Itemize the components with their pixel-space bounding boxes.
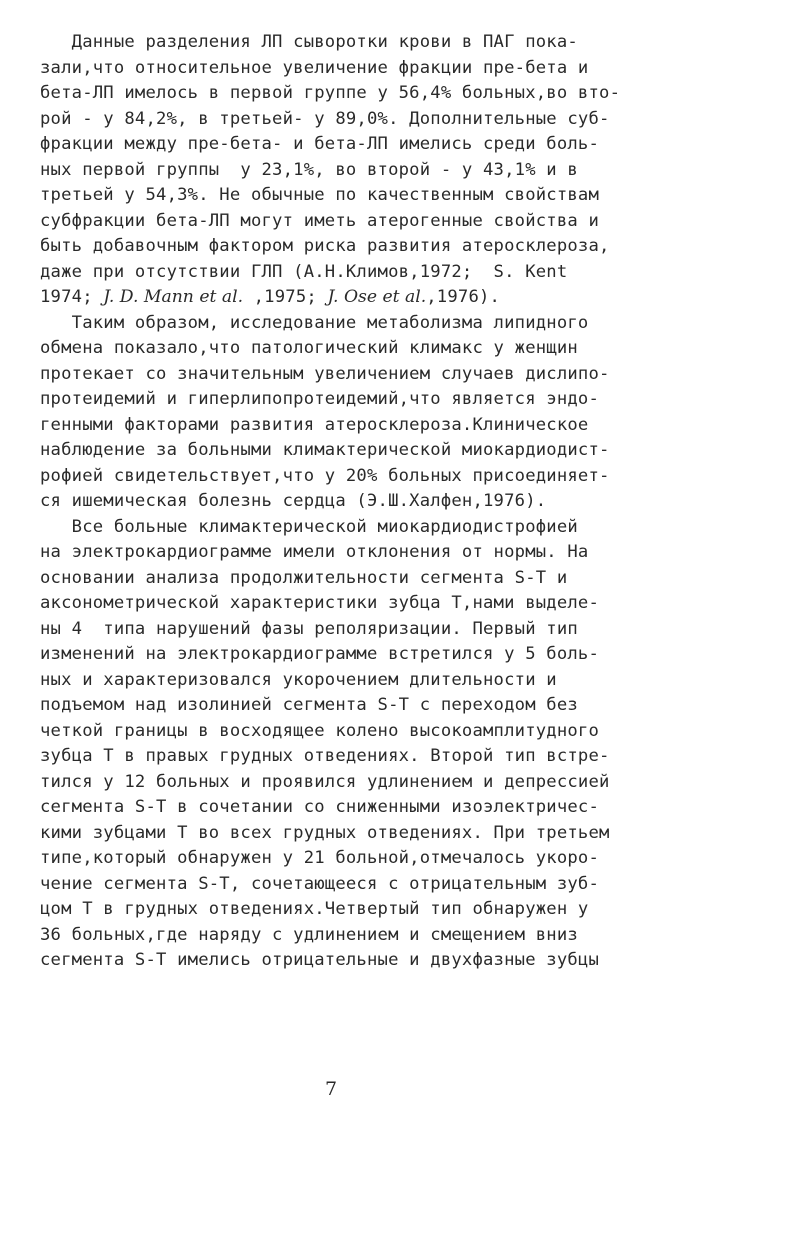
- text-line: подъемом над изолинией сегмента S-T с переходом без: [40, 695, 578, 715]
- text-line: Данные разделения ЛП сыворотки крови в ПАГ пока-: [40, 32, 578, 52]
- text-line: типе,который обнаружен у 21 больной,отмечалось укоро-: [40, 848, 600, 868]
- text-line: рой - у 84,2%, в третьей- у 89,0%. Дополнительные суб-: [40, 108, 610, 129]
- text-line: изменений на электрокардиограмме встретился у 5 боль-: [40, 644, 600, 664]
- text-line: ных первой группы у 23,1%, во второй - у 43,1% и в: [40, 159, 578, 180]
- text-line: рофией свидетельствует,что у 20% больных присоединяет-: [40, 465, 610, 486]
- text-line: наблюдение за больными климактерической миокардиодист-: [40, 440, 610, 460]
- text-line: чение сегмента S-T, сочетающееся с отрицательным зуб-: [40, 873, 600, 894]
- text-line: ны 4 типа нарушений фазы реполяризации. Первый тип: [40, 618, 578, 639]
- text-line: ных и характеризовался укорочением длительности и: [40, 669, 557, 690]
- text-line: основании анализа продолжительности сегмента S-T и: [40, 567, 568, 588]
- text-line: Все больные климактерической миокардиодистрофией: [40, 516, 578, 537]
- text-line: тился у 12 больных и проявился удлинением и депрессией: [40, 771, 610, 792]
- text-line: генными факторами развития атеросклероза.Клиническое: [40, 414, 589, 435]
- text-line: зубца Т в правых грудных отведениях. Второй тип встре-: [40, 746, 610, 766]
- text-line: на электрокардиограмме имели отклонения от нормы. На: [40, 542, 589, 562]
- text-line: бета-ЛП имелось в первой группе у 56,4% больных,во вто-: [40, 83, 621, 103]
- text-line: быть добавочным фактором риска развития атеросклероза,: [40, 236, 610, 256]
- text-line: сегмента S-T имелись отрицательные и двухфазные зубцы: [40, 950, 600, 970]
- citation-text: ,1976).: [426, 287, 501, 307]
- handwritten-citation: J. D. Mann et al.: [103, 287, 244, 307]
- text-line: Таким образом, исследование метаболизма липидного: [40, 312, 589, 333]
- citation-text: 1974;: [40, 287, 104, 307]
- text-line: обмена показало,что патологический климакс у женщин: [40, 338, 578, 358]
- citation-line: [40, 285, 760, 311]
- text-line: зали,что относительное увеличение фракции пре-бета и: [40, 57, 589, 78]
- page-number: 7: [324, 1078, 338, 1100]
- text-line: 36 больных,где наряду с удлинением и смещением вниз: [40, 924, 578, 945]
- text-line: протеидемий и гиперлипопротеидемий,что является эндо-: [40, 389, 600, 409]
- text-line: ся ишемическая болезнь сердца (Э.Ш.Халфен,1976).: [40, 491, 547, 511]
- text-line: кими зубцами Т во всех грудных отведениях. При третьем: [40, 822, 610, 843]
- text-line: сегмента S-T в сочетании со сниженными изоэлектричес-: [40, 797, 600, 817]
- text-line: аксонометрической характеристики зубца Т,нами выделе-: [40, 593, 600, 613]
- citation-text: ,1975;: [243, 287, 328, 307]
- text-line: протекает со значительным увеличением случаев дислипо-: [40, 363, 610, 384]
- handwritten-citation: J. Ose et al.: [327, 287, 427, 307]
- text-line: четкой границы в восходящее колено высокоамплитудного: [40, 720, 600, 741]
- text-line: даже при отсутствии ГЛП (А.Н.Климов,1972; S. Kent: [40, 261, 568, 282]
- body-text: [40, 30, 760, 974]
- text-line: фракции между пре-бета- и бета-ЛП имелись среди боль-: [40, 134, 600, 154]
- text-line: субфракции бета-ЛП могут иметь атерогенные свойства и: [40, 210, 600, 231]
- text-line: третьей у 54,3%. Не обычные по качественным свойствам: [40, 185, 600, 205]
- text-line: цом Т в грудных отведениях.Четвертый тип обнаружен у: [40, 899, 589, 919]
